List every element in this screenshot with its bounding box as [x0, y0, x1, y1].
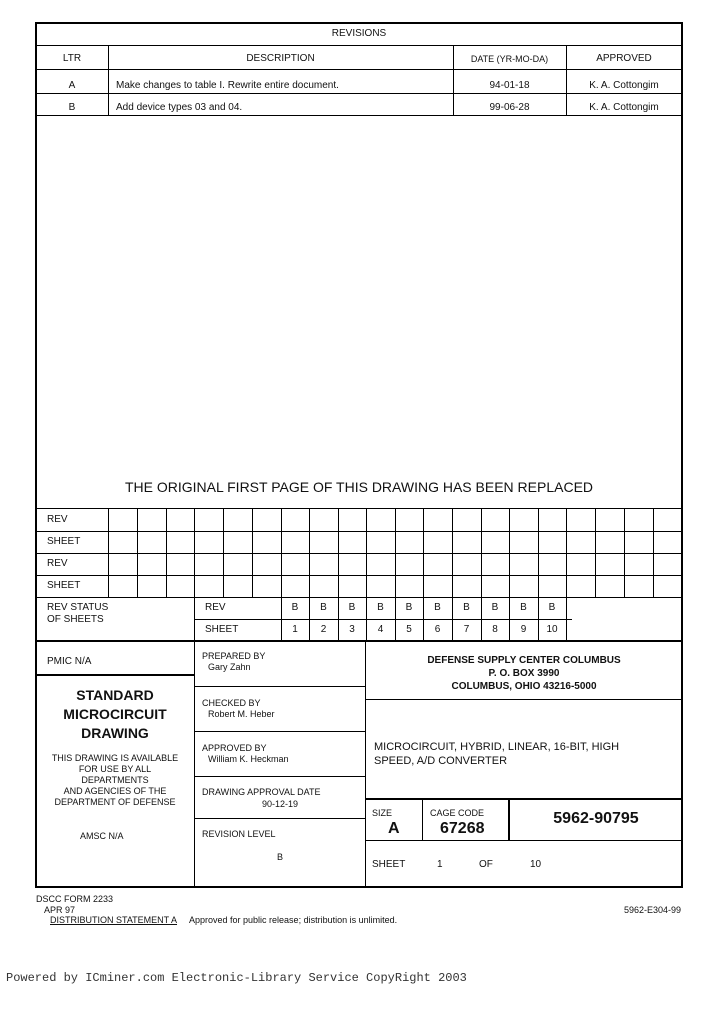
revisions-header-description: DESCRIPTION	[246, 53, 315, 64]
dscc-address: P. O. BOX 3990	[488, 668, 560, 679]
grid-col-rule	[452, 508, 453, 597]
revision-level-label: REVISION LEVEL	[202, 829, 276, 839]
dscc-name: DEFENSE SUPPLY CENTER COLUMBUS	[427, 655, 621, 666]
availability-line: THIS DRAWING IS AVAILABLE	[51, 753, 179, 763]
grid-col-rule	[281, 508, 282, 597]
standard-title-line: MICROCIRCUIT	[63, 706, 167, 722]
rev-status-rev-cell: B	[291, 602, 299, 613]
signoff-rule	[194, 776, 365, 777]
rev-status-rev-cell: B	[377, 602, 384, 613]
grid-col-rule	[252, 508, 253, 597]
grid-label-sheet: SHEET	[47, 580, 81, 591]
sheet-number: 1	[437, 859, 443, 870]
rev-status-rev-cell: B	[434, 602, 441, 613]
revision-row-ltr: B	[68, 102, 76, 113]
revision-row-date: 99-06-28	[489, 102, 530, 113]
rev-status-rev-cell: B	[348, 602, 356, 613]
signoff-rule	[194, 818, 365, 819]
rev-status-rev-cell: B	[548, 602, 556, 613]
grid-rule	[36, 508, 682, 509]
size-block-rule	[365, 798, 682, 800]
grid-col-rule	[108, 508, 109, 597]
approved-label: APPROVED BY	[202, 743, 267, 753]
grid-rule	[36, 553, 682, 554]
grid-col-rule	[338, 508, 339, 597]
grid-label-rev: REV	[47, 514, 68, 525]
approval-date-label: DRAWING APPROVAL DATE	[202, 787, 321, 797]
sheet-label: SHEET	[372, 859, 406, 870]
standard-title-line: DRAWING	[81, 725, 149, 741]
grid-col-rule	[166, 508, 167, 597]
grid-label-sheet: SHEET	[47, 536, 81, 547]
rev-status-sheet-cell: 5	[406, 624, 412, 635]
availability-line: DEPARTMENTS	[81, 775, 149, 785]
signoff-rule	[194, 686, 365, 687]
rev-status-sheet-cell: 7	[463, 624, 470, 635]
rev-status-rev-cell: B	[320, 602, 327, 613]
availability-line: DEPARTMENT OF DEFENSE	[54, 797, 176, 807]
rev-status-sheet-cell: 4	[377, 624, 384, 635]
part-description-line: MICROCIRCUIT, HYBRID, LINEAR, 16-BIT, HIGH	[374, 741, 620, 753]
approval-date: 90-12-19	[262, 799, 299, 809]
revisions-bottom-rule	[36, 115, 682, 116]
revision-row-ltr: A	[68, 80, 76, 91]
rev-status-bottom-rule	[36, 640, 682, 642]
rev-status-sheet-cell: 10	[546, 624, 558, 635]
pmic-label: PMIC N/A	[47, 656, 92, 667]
of-label: OF	[479, 859, 493, 870]
replaced-notice: THE ORIGINAL FIRST PAGE OF THIS DRAWING HAS BEEN REPLACED	[124, 479, 594, 495]
watermark: Powered by ICminer.com Electronic-Library Service CopyRight 2003	[6, 971, 467, 985]
prepared-label: PREPARED BY	[202, 651, 266, 661]
revisions-row-rule	[36, 93, 682, 94]
grid-col-rule	[653, 508, 654, 597]
rev-status-rev-cell: B	[520, 602, 527, 613]
grid-col-rule	[423, 508, 424, 597]
grid-col-rule	[223, 508, 224, 597]
rev-status-sheet-cell: 6	[434, 624, 441, 635]
distribution-text: Approved for public release; distribution is unlimited.	[189, 915, 398, 925]
rev-status-cell-rule	[566, 597, 567, 641]
rev-status-sheet-label: SHEET	[205, 624, 239, 635]
cage-value: 67268	[440, 820, 485, 837]
revision-row-description: Add device types 03 and 04.	[116, 102, 243, 113]
revisions-header-rule	[36, 69, 682, 70]
grid-col-rule	[624, 508, 625, 597]
signoff-rule	[194, 731, 365, 732]
form-date: APR 97	[44, 905, 76, 915]
sheet-total: 10	[530, 859, 542, 870]
rev-status-rev-cell: B	[405, 602, 413, 613]
checked-label: CHECKED BY	[202, 698, 261, 708]
grid-col-rule	[509, 508, 510, 597]
grid-col-rule	[395, 508, 396, 597]
availability-line: FOR USE BY ALL	[78, 764, 152, 774]
grid-col-rule	[481, 508, 482, 597]
amsc-label: AMSC N/A	[80, 831, 124, 841]
pmic-rule	[36, 674, 194, 676]
size-value: A	[388, 820, 400, 837]
rev-status-label: OF SHEETS	[47, 614, 104, 625]
size-label: SIZE	[372, 808, 393, 818]
rev-status-sheet-cell: 2	[320, 624, 327, 635]
prepared-name: Gary Zahn	[208, 662, 251, 672]
rev-status-label: REV STATUS	[47, 602, 109, 613]
revision-row-approved: K. A. Cottongim	[589, 102, 659, 113]
dscc-rule	[365, 699, 682, 700]
revision-row-approved: K. A. Cottongim	[589, 80, 659, 91]
revisions-header-ltr: LTR	[62, 53, 82, 64]
distribution-label: DISTRIBUTION STATEMENT A	[50, 915, 178, 925]
approved-name: William K. Heckman	[208, 754, 289, 764]
title-col-rule	[194, 641, 195, 888]
drawing-number: 5962-90795	[553, 810, 639, 827]
grid-col-rule	[566, 508, 567, 597]
form-number: DSCC FORM 2233	[36, 894, 114, 904]
rev-status-rev-cell: B	[463, 602, 470, 613]
revision-level: B	[277, 852, 284, 862]
grid-col-rule	[309, 508, 310, 597]
grid-rule	[36, 575, 682, 576]
availability-line: AND AGENCIES OF THE	[63, 786, 167, 796]
rev-status-mid-rule	[194, 619, 572, 620]
rev-status-sheet-cell: 8	[492, 624, 498, 635]
rev-status-sheet-cell: 3	[349, 624, 355, 635]
size-col-rule	[422, 798, 423, 840]
dscc-city: COLUMBUS, OHIO 43216-5000	[451, 681, 597, 692]
grid-col-rule	[194, 508, 195, 597]
rev-status-sheet-cell: 9	[520, 624, 527, 635]
revisions-header-approved: APPROVED	[596, 53, 652, 64]
grid-col-rule	[538, 508, 539, 597]
grid-rule	[36, 597, 682, 598]
sheet-row-rule	[365, 840, 682, 841]
document-code: 5962-E304-99	[624, 905, 682, 915]
revisions-title-rule	[36, 45, 682, 46]
revisions-title: REVISIONS	[331, 28, 387, 39]
revisions-header-date: DATE (YR-MO-DA)	[470, 54, 549, 64]
part-description-line: SPEED, A/D CONVERTER	[374, 755, 508, 767]
grid-col-rule	[595, 508, 596, 597]
cage-label: CAGE CODE	[430, 808, 485, 818]
rev-status-rev-cell: B	[491, 602, 499, 613]
rev-status-rev-label: REV	[205, 602, 226, 613]
checked-name: Robert M. Heber	[208, 709, 275, 719]
revision-row-date: 94-01-18	[489, 80, 530, 91]
rev-status-sheet-cell: 1	[292, 624, 298, 635]
standard-title-line: STANDARD	[76, 687, 154, 703]
grid-rule	[36, 531, 682, 532]
grid-col-rule	[366, 508, 367, 597]
grid-label-rev: REV	[47, 558, 68, 569]
revision-row-description: Make changes to table I. Rewrite entire document.	[116, 80, 339, 91]
grid-col-rule	[137, 508, 138, 597]
